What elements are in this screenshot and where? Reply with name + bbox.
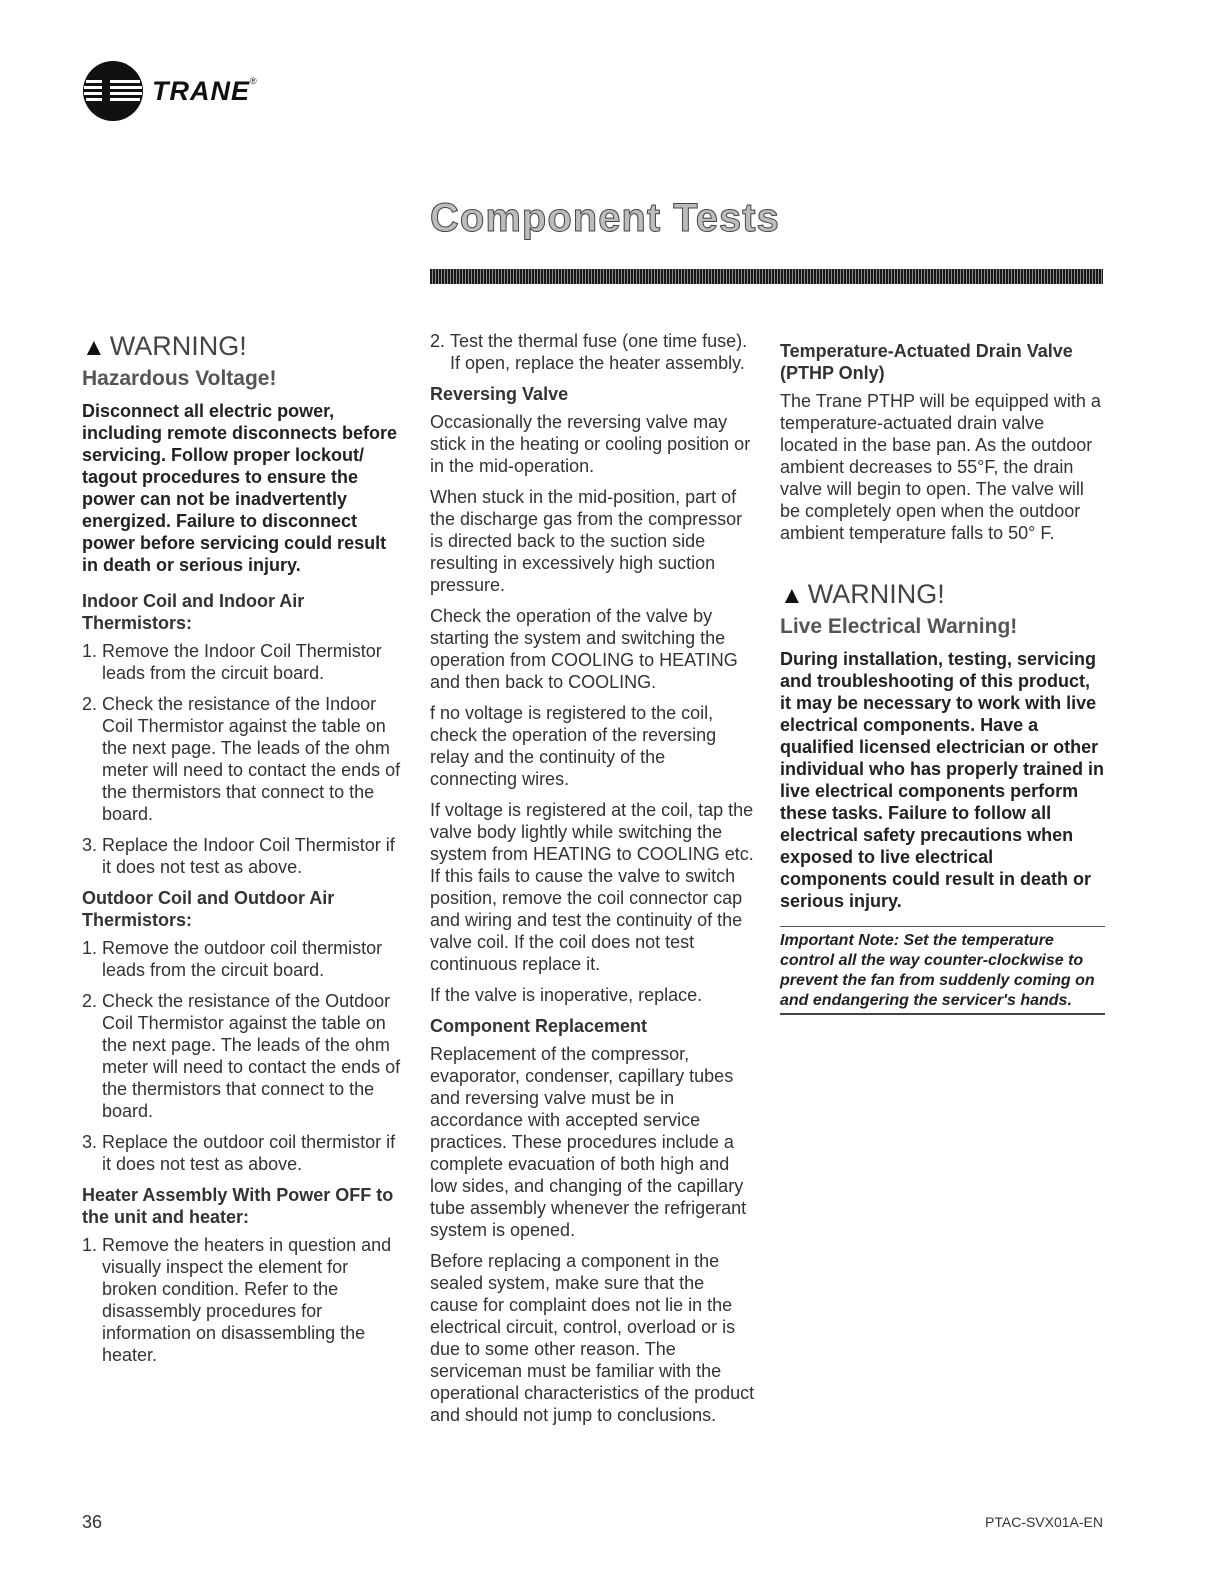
page-title: Component Tests [430,196,780,240]
list-item: 1. Remove the Indoor Coil Thermistor leads from the circuit board. [82,641,382,683]
important-note: Important Note: Set the temperature control all the way counter-clockwise to prevent the fan from suddenly coming on and endangering the servicer's hands. [780,926,1105,1015]
heater-steps-continued [430,330,755,374]
paragraph: If voltage is registered at the coil, tap the valve body lightly while switching the system from HEATING to COOLING etc. If this fails to cause the valve to switch position, remove the coil connector cap and wiring and test the continuity of the valve coil. If the coil does not test continuous replace it. [430,800,754,974]
paragraph: f no voltage is registered to the coil, check the operation of the reversing relay and the continuity of the connecting wires. [430,703,717,789]
warning-triangle-icon: ▲ [82,334,106,361]
paragraph: The Trane PTHP will be equipped with a temperature-actuated drain valve located in the base pan. As the outdoor ambient decreases to 55°F, the drain valve will begin to open. The valve will be completely open when the outdoor ambient temperature falls to 50° F. [780,391,1101,543]
list-item: 2. Check the resistance of the Indoor Coil Thermistor against the table on the next page. The leads of the ohm meter will need to contact the ends of the thermistors that connect to the board. [82,694,401,824]
warning-subheading: Live Electrical Warning! [780,615,1018,638]
heater-steps [82,1234,407,1366]
column-left [82,330,407,1375]
paragraph: If the valve is inoperative, replace. [430,985,703,1005]
paragraph: Replacement of the compressor, evaporator, condenser, capillary tubes and reversing valve must be in accordance with accepted service practices. These procedures include a complete evacuation of both high and low sides, and changing of the capillary tube assembly whenever the refrigerant system is opened. [430,1044,747,1240]
page-number: 36 [82,1512,103,1532]
column-middle [430,330,755,1435]
warning-heading: ▲ WARNING! [82,331,247,361]
list-item: 2. Check the resistance of the Outdoor Coil Thermistor against the table on the next page. The leads of the ohm meter will need to contact the ends of the thermistors that connect to the board. [82,991,401,1121]
column-right [780,330,1105,1015]
trane-logo [82,60,258,122]
document-code: PTAC-SVX01A-EN [985,1514,1103,1530]
warning-subheading: Hazardous Voltage! [82,367,277,390]
list-item: 1. Remove the heaters in question and visually inspect the element for broken condition. Refer to the disassembly procedures for information on disassembling the heater. [82,1235,392,1365]
paragraph: Check the operation of the valve by starting the system and switching the operation from COOLING to HEATING and then back to COOLING. [430,606,738,692]
warning-body: During installation, testing, servicing and troubleshooting of this product, it may be necessary to work with live electrical components. Have a qualified licensed electrician or other individual who has properly trained in live electrical components perform these tasks. Failure to follow all electrical safety precautions when exposed to live electrical components could result in death or serious injury. [780,649,1105,911]
list-item: 1. Remove the outdoor coil thermistor leads from the circuit board. [82,938,383,980]
warning-triangle-icon: ▲ [780,582,804,609]
title-rule [430,269,1103,284]
section-heading-component-replacement: Component Replacement [430,1016,648,1036]
section-heading-indoor: Indoor Coil and Indoor Air Thermistors: [82,591,305,633]
list-item: 2. Test the thermal fuse (one time fuse). If open, replace the heater assembly. [430,331,748,373]
brand-wordmark: TRANE® [152,75,258,106]
section-heading-heater: Heater Assembly With Power OFF to the unit and heater: [82,1185,394,1227]
indoor-steps [82,640,407,878]
trane-globe-icon [82,60,144,122]
warning-body: Disconnect all electric power, including remote disconnects before servicing. Follow proper lockout/ tagout procedures to ensure the power can not be inadvertently energized. Failure to disconnect power before servicing could result in death or serious injury. [82,401,398,575]
section-heading-reversing-valve: Reversing Valve [430,384,569,404]
section-heading-outdoor: Outdoor Coil and Outdoor Air Thermistors: [82,888,335,930]
paragraph: When stuck in the mid-position, part of the discharge gas from the compressor is directed back to the suction side resulting in excessively high suction pressure. [430,487,743,595]
list-item: 3. Replace the Indoor Coil Thermistor if it does not test as above. [82,835,395,877]
warning-heading: ▲ WARNING! [780,579,945,609]
paragraph: Before replacing a component in the sealed system, make sure that the cause for complaint does not lie in the electrical circuit, control, overload or is due to some other reason. The serviceman must be familiar with the operational characteristics of the product and should not jump to conclusions. [430,1251,755,1425]
list-item: 3. Replace the outdoor coil thermistor if it does not test as above. [82,1132,396,1174]
outdoor-steps [82,937,407,1175]
paragraph: Occasionally the reversing valve may stick in the heating or cooling position or in the mid-operation. [430,412,751,476]
section-heading-drain-valve: Temperature-Actuated Drain Valve (PTHP Only) [780,341,1073,383]
